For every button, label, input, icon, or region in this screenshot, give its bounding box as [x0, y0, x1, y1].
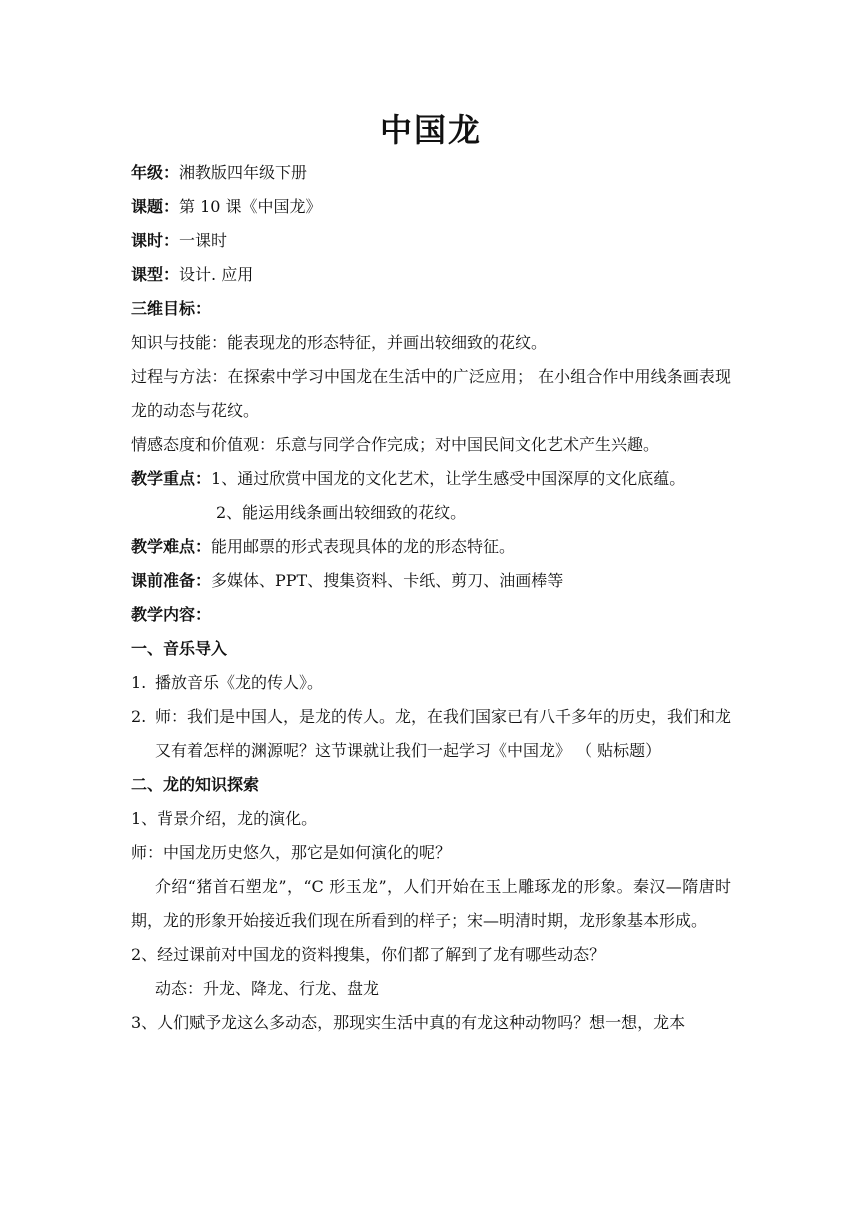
list-text: 师：我们是中国人，是龙的传人。龙，在我们国家已有八千多年的历史，我们和龙又有着怎样的渊源呢？这节课就让我们一起学习《中国龙》 （ 贴标题）	[155, 707, 732, 760]
document-page	[131, 100, 731, 1040]
list-text: 播放音乐《龙的传人》。	[155, 673, 324, 692]
content-heading: 教学内容：	[131, 605, 212, 624]
key-points-label: 教学重点：	[131, 469, 212, 488]
goal-knowledge: 知识与技能：能表现龙的形态特征，并画出较细致的花纹。	[131, 333, 548, 352]
paragraph: 3、人们赋予龙这么多动态，那现实生活中真的有龙这种动物吗？想一想，龙本	[131, 1013, 686, 1032]
meta-period	[131, 224, 731, 258]
meta-grade	[131, 156, 731, 190]
list-item	[131, 666, 731, 700]
paragraph: 动态：升龙、降龙、行龙、盘龙	[155, 979, 380, 998]
meta-label: 课时：	[131, 231, 180, 250]
paragraph: 介绍“猪首石塑龙”，“C 形玉龙”，人们开始在玉上雕琢龙的形象。秦汉—隋唐时期，龙的形象开始接近我们现在所看到的样子；宋—明清时期，龙形象基本形成。	[131, 877, 731, 930]
goal-process: 过程与方法：在探索中学习中国龙在生活中的广泛应用； 在小组合作中用线条画表现龙的动态与花纹。	[131, 367, 731, 420]
list-item	[131, 700, 731, 768]
section1-heading: 一、音乐导入	[131, 639, 228, 658]
meta-value: 第 10 课《中国龙》	[179, 197, 322, 216]
paragraph: 1、背景介绍，龙的演化。	[131, 809, 318, 828]
difficulty	[131, 530, 731, 564]
goal-emotion: 情感态度和价值观：乐意与同学合作完成；对中国民间文化艺术产生兴趣。	[131, 435, 660, 454]
difficulty-label: 教学难点：	[131, 537, 212, 556]
difficulty-value: 能用邮票的形式表现具体的龙的形态特征。	[211, 537, 516, 556]
list-number: 1.	[131, 673, 147, 692]
list-number: 2.	[131, 707, 147, 726]
meta-value: 一课时	[179, 231, 228, 250]
preparation	[131, 564, 731, 598]
paragraph: 师：中国龙历史悠久，那它是如何演化的呢？	[131, 843, 452, 862]
key-point-1: 1、通过欣赏中国龙的文化艺术，让学生感受中国深厚的文化底蕴。	[211, 469, 686, 488]
meta-topic	[131, 190, 731, 224]
goals-heading: 三维目标：	[131, 299, 212, 318]
meta-label: 课题：	[131, 197, 180, 216]
meta-value: 湘教版四年级下册	[179, 163, 308, 182]
paragraph: 2、经过课前对中国龙的资料搜集，你们都了解到了龙有哪些动态？	[131, 945, 606, 964]
preparation-label: 课前准备：	[131, 571, 212, 590]
page-title: 中国龙	[379, 111, 482, 149]
key-points	[131, 462, 731, 496]
meta-value: 设计. 应用	[179, 265, 254, 284]
key-point-2: 2、能运用线条画出较细致的花纹。	[216, 503, 467, 522]
meta-label: 课型：	[131, 265, 180, 284]
meta-type	[131, 258, 731, 292]
section2-heading: 二、龙的知识探索	[131, 775, 260, 794]
preparation-value: 多媒体、PPT、搜集资料、卡纸、剪刀、油画棒等	[211, 571, 564, 590]
meta-label: 年级：	[131, 163, 180, 182]
